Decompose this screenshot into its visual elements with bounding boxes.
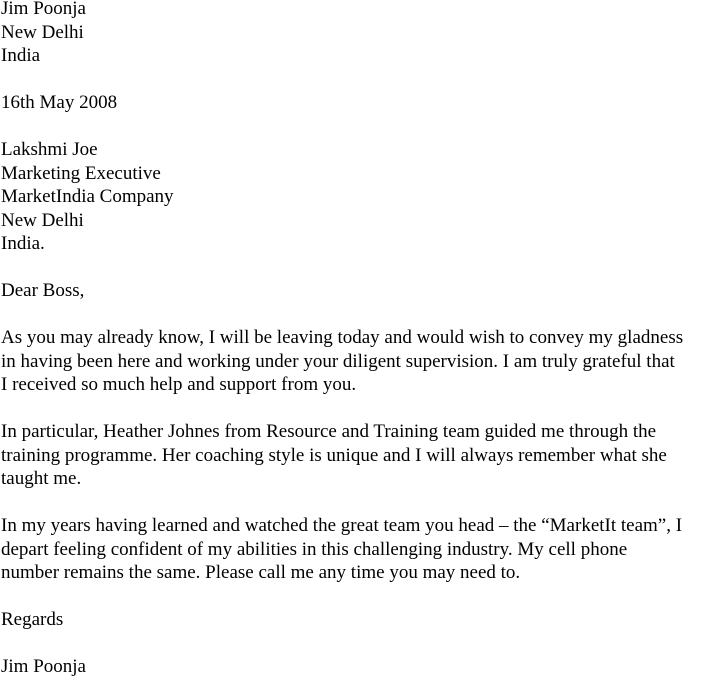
date-text: 16th May 2008 — [1, 92, 118, 113]
sender-city: New Delhi — [1, 21, 84, 43]
recipient-city: New Delhi — [1, 209, 84, 231]
paragraph-line: taught me. — [1, 468, 82, 489]
salutation — [1, 279, 728, 303]
sender-name: Jim Poonja — [1, 0, 86, 19]
paragraph-line: in having been here and working under your diligent supervision. I am truly grateful that — [1, 350, 675, 372]
paragraph-line: In particular, Heather Johnes from Resource and Training team guided me through the — [1, 421, 657, 442]
body-paragraph-2 — [1, 420, 728, 491]
recipient-country: India. — [1, 233, 45, 254]
body-paragraph-3 — [1, 514, 728, 585]
sender-country: India — [1, 45, 41, 66]
paragraph-line: training programme. Her coaching style is unique and I will always remember what she — [1, 444, 667, 466]
sender-address — [1, 0, 728, 68]
recipient-address — [1, 138, 728, 256]
salutation-text: Dear Boss, — [1, 280, 85, 301]
paragraph-line: depart feeling confident of my abilities in this challenging industry. My cell phone — [1, 538, 628, 560]
signature-name: Jim Poonja — [1, 656, 86, 677]
closing-text: Regards — [1, 609, 64, 630]
recipient-title: Marketing Executive — [1, 162, 161, 184]
recipient-company: MarketIndia Company — [1, 186, 174, 207]
paragraph-line: I received so much help and support from you. — [1, 374, 357, 395]
recipient-name: Lakshmi Joe — [1, 139, 98, 160]
body-paragraph-1 — [1, 326, 728, 397]
closing — [1, 608, 728, 632]
paragraph-line: number remains the same. Please call me any time you may need to. — [1, 562, 521, 583]
paragraph-line: In my years having learned and watched the great team you head – the “MarketIt team”, I — [1, 515, 683, 536]
paragraph-line: As you may already know, I will be leaving today and would wish to convey my gladness — [1, 327, 684, 348]
letter-date — [1, 91, 728, 115]
